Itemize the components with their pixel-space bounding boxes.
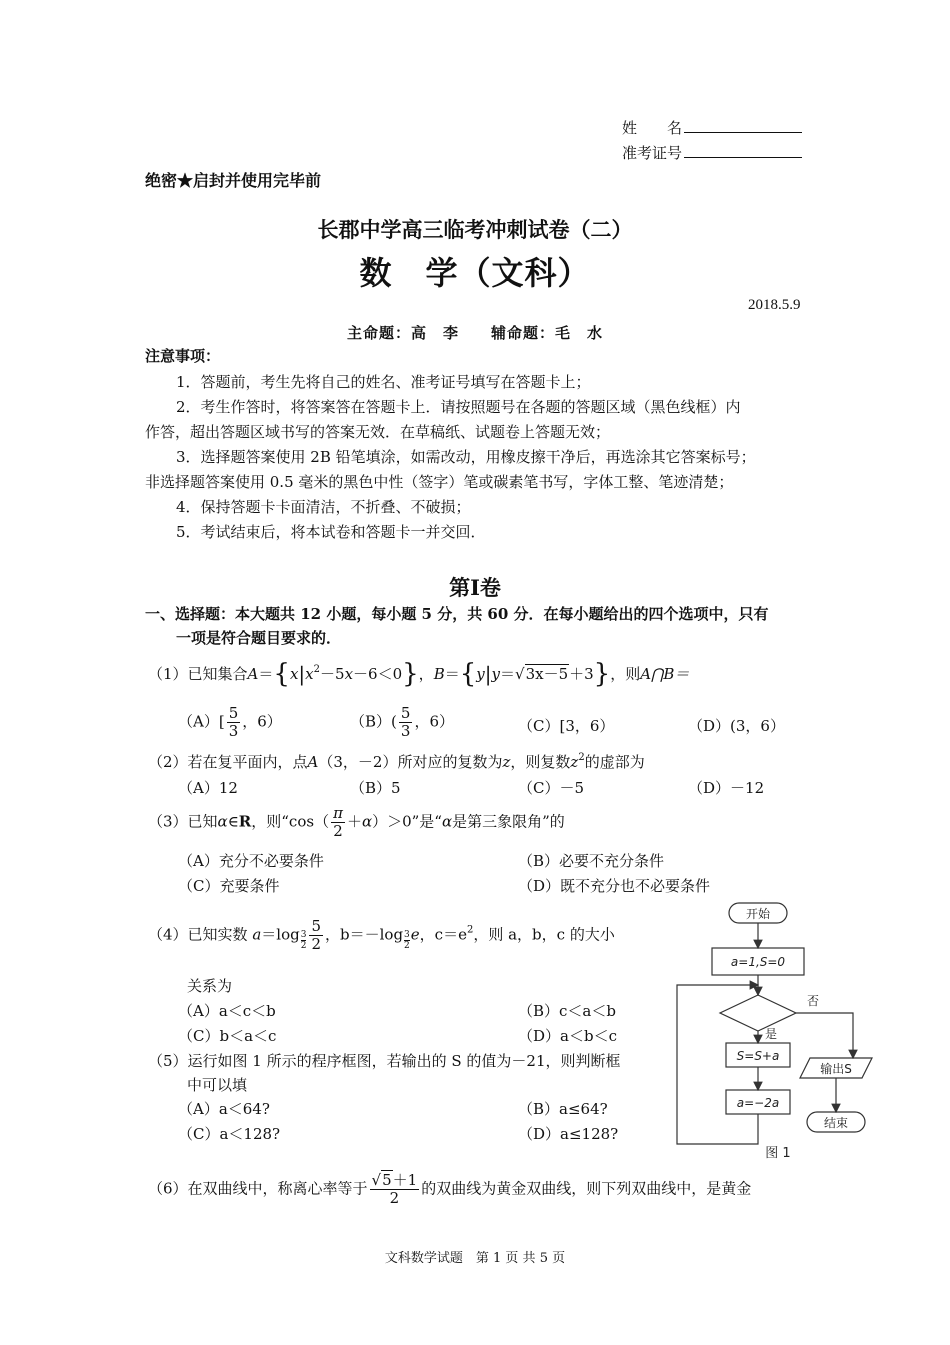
question-6-stem: （6）在双曲线中，称离心率等于 $\frac{√5+1}{2}$ 的双曲线为黄金双曲线，则下列双曲线中，是黄金 bbox=[148, 1171, 752, 1207]
flowchart-step-label: a=−2a bbox=[736, 1096, 780, 1110]
flowchart-end-label: 结束 bbox=[823, 1116, 849, 1130]
flowchart-no-label: 否 bbox=[806, 994, 820, 1008]
question-1-option-c: （C）[3，6） bbox=[518, 717, 615, 735]
note-2-line-1: 2．考生作答时，将答案答在答题卡上．请按照题号在各题的答题区域（黑色线框）内 bbox=[176, 398, 741, 416]
question-1-option-a: （A）[ $\frac{5}{3}$ ，6） bbox=[178, 704, 282, 740]
notes-heading: 注意事项： bbox=[145, 347, 221, 365]
question-2-stem: （2）若在复平面内，点A（3，－2）所对应的复数为z，则复数$z^2$的虚部为 bbox=[148, 752, 645, 771]
flowchart-update-label: S=S+a bbox=[736, 1049, 780, 1063]
question-3-option-a: （A）充分不必要条件 bbox=[178, 852, 324, 870]
figure-caption: 图 1 bbox=[765, 1146, 791, 1161]
flowchart-start-label: 开始 bbox=[745, 907, 771, 921]
question-3-option-b: （B）必要不充分条件 bbox=[518, 852, 665, 870]
question-4-stem-line-2: 关系为 bbox=[187, 977, 233, 995]
flowchart-yes-label: 是 bbox=[764, 1027, 778, 1041]
question-1-option-b: （B）( $\frac{5}{3}$ ，6） bbox=[350, 704, 454, 740]
program-flowchart bbox=[670, 898, 880, 1163]
section-title: 第Ⅰ卷 bbox=[449, 575, 501, 600]
question-5-stem-line-2: 中可以填 bbox=[187, 1076, 248, 1094]
note-5: 5．考试结束后，将本试卷和答题卡一并交回． bbox=[176, 523, 486, 541]
name-field-label: 姓 名 bbox=[622, 118, 802, 138]
flowchart-output-label: 输出S bbox=[820, 1062, 852, 1076]
question-3-option-d: （D）既不充分也不必要条件 bbox=[518, 877, 711, 895]
question-5-stem-line-1: （5）运行如图 1 所示的程序框图，若输出的 S 的值为－21，则判断框 bbox=[148, 1052, 621, 1070]
question-5-option-c: （C）a＜128? bbox=[178, 1125, 281, 1143]
section-instructions-line-2: 一项是符合题目要求的． bbox=[176, 629, 342, 647]
authors-line: 主命题：高 李 辅命题：毛 水 bbox=[346, 324, 603, 342]
question-3-option-c: （C）充要条件 bbox=[178, 877, 280, 895]
note-3-line-1: 3．选择题答案使用 2B 铅笔填涂，如需改动，用橡皮擦干净后，再选涂其它答案标号； bbox=[176, 448, 756, 466]
note-4: 4．保持答题卡卡面清洁，不折叠、不破损； bbox=[176, 498, 471, 516]
question-1-stem: （1）已知集合$A=\{x|x^2-5x-6<0\}$，B＝{y|y＝√3x－5＋3}，则A⋂B＝ bbox=[148, 659, 690, 689]
flowchart-init-label: a=1,S=0 bbox=[730, 955, 786, 969]
confidential-mark: 绝密★启封并使用完毕前 bbox=[145, 171, 322, 190]
question-1-option-d: （D）(3，6） bbox=[688, 717, 785, 735]
note-2-line-2: 作答，超出答题区域书写的答案无效．在草稿纸、试题卷上答题无效； bbox=[145, 423, 611, 441]
exam-date: 2018.5.9 bbox=[748, 297, 801, 313]
exam-id-field-label: 准考证号 bbox=[622, 143, 802, 163]
question-2-option-c: （C）－5 bbox=[518, 779, 585, 797]
question-5-option-d: （D）a≤128? bbox=[518, 1125, 619, 1143]
section-instructions-line-1: 一、选择题：本大题共 12 小题，每小题 5 分，共 60 分．在每小题给出的四个选项中，只有 bbox=[145, 605, 769, 623]
subject-title: 数 学（文科） bbox=[359, 254, 591, 292]
question-2-option-d: （D）－12 bbox=[688, 779, 765, 797]
question-2-option-a: （A）12 bbox=[178, 779, 238, 797]
page-footer: 文科数学试题 第 1 页 共 5 页 bbox=[384, 1251, 566, 1266]
question-4-option-c: （C）b＜a＜c bbox=[178, 1027, 277, 1045]
flowchart-decision-node bbox=[720, 995, 796, 1031]
question-4-option-d: （D）a＜b＜c bbox=[518, 1027, 617, 1045]
school-exam-title: 长郡中学高三临考冲刺试卷（二） bbox=[317, 217, 633, 242]
question-3-stem: （3）已知α∈R，则“cos（ $\frac{\pi}{2}$ ＋α）＞0”是“α是第三象限角”的 bbox=[148, 804, 565, 840]
question-5-option-b: （B）a≤64? bbox=[518, 1100, 608, 1118]
question-4-option-a: （A）a＜c＜b bbox=[178, 1002, 276, 1020]
question-4-stem: （4）已知实数 a＝log $\frac{3}{2}$ $\frac{5}{2}$ ，b＝－log $\frac{3}{2}e$，$c=e^2$，则 a，b，c 的大小 bbox=[148, 917, 615, 953]
question-4-option-b: （B）c＜a＜b bbox=[518, 1002, 616, 1020]
note-3-line-2: 非选择题答案使用 0.5 毫米的黑色中性（签字）笔或碳素笔书写，字体工整、笔迹清楚； bbox=[145, 473, 734, 491]
note-1: 1．答题前，考生先将自己的姓名、准考证号填写在答题卡上； bbox=[176, 373, 591, 391]
question-2-option-b: （B）5 bbox=[350, 779, 401, 797]
question-5-option-a: （A）a＜64? bbox=[178, 1100, 270, 1118]
